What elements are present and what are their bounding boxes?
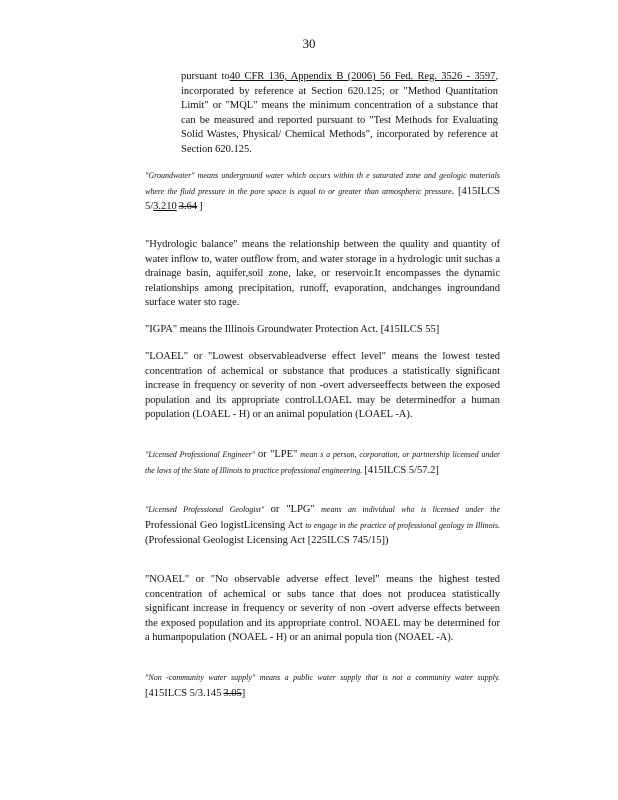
paragraph-igpa: "IGPA" means the Illinois Groundwater Protection Act. [415ILCS 55] — [145, 324, 440, 335]
lpe-abbrev: or "LPE" — [257, 449, 298, 460]
lpe-term: "Licensed Professional Engineer" — [145, 450, 256, 459]
non-community-bracket: ] — [241, 687, 246, 699]
paragraph-hydrologic-balance: "Hydrologic balance" means the relationship between the quality and quantity of water inflow to, water outflow from, and water storage in a hydrologic unit suchas a drainage basin, aquifer,soil zone, lake, or reservoir.It encompasses the dynamic relationships among precipitation, runoff, evaporation, andchanges ingroundand surface water sto rage. — [145, 239, 500, 309]
paragraph-loael: "LOAEL" or "Lowest observableadverse effect level" means the lowest tested concentration of achemical or substance that produces a statistically significant increase in frequency or severity of non -overt adverseeffects between the exposed population and its appropriate control.LOAEL may be determinedfor a human population (LOAEL - H) or an animal population (LOAEL -A). — [145, 351, 500, 421]
non-community-definition: "Non -community water supply" means a public water supply that is not a community water supply. — [145, 673, 500, 682]
lpe-citation: [415ILCS 5/57.2] — [364, 464, 439, 476]
groundwater-citation: . [415ILCS 5/ — [145, 185, 501, 212]
groundwater-bracket: ] — [199, 201, 203, 212]
non-community-old-section: 3.05 — [223, 687, 242, 699]
pursuant-text: pursuant to — [181, 71, 230, 82]
cfr-citation: 40 CFR 136, Appendix B (2006) 56 Fed. Reg. 3526 - 3597 — [229, 71, 496, 82]
paragraph-lpe — [145, 447, 500, 478]
lpg-abbrev: or "LPG" — [270, 504, 315, 515]
paragraph-non-community — [145, 670, 500, 701]
paragraph-lpg — [145, 502, 500, 549]
paragraph-pursuant — [181, 70, 498, 158]
pursuant-rest: , incorporated by reference at Section 620.125; or "Method Quantitation Limit" or "MQL" means the minimum concentration of a substance that can be measured and reported pursuant to "Test Methods for Evaluating Solid Wastes, Physical/ Chemical Methods", incorporated by reference at Section 620.125. — [181, 71, 499, 155]
non-community-citation: [415ILCS 5/3.145 — [145, 687, 222, 699]
lpg-definition: means an individual who is licensed under the — [321, 505, 501, 514]
paragraph-noael: "NOAEL" or "No observable adverse effect level" means the highest tested concentration of achemical or subs tance that does not producea statistically significant increase in frequency or severity of non -overt adverse effects between the exposed population and its appropriate control. NOAEL may be determined for a humanpopulation (NOAEL - H) or an animal popula tion (NOAEL -A). — [145, 574, 500, 644]
page-number: 30 — [302, 36, 316, 51]
lpg-definition-rest: to engage in the practice of professional geology in Illinois. — [305, 520, 501, 530]
groundwater-definition: "Groundwater" means underground water which occurs within th e saturated zone and geologic materials where the fluid pressure in the pore space is equal to or greater than atmospheric pressure — [145, 171, 500, 196]
lpe-definition: mean s a person, corporation, or partnership licensed under the laws of the State of Illinois to practice professional engineering. — [145, 450, 501, 475]
groundwater-new-section: 3.210 — [153, 201, 177, 212]
lpg-act-name: Professional Geo logistLicensing Act — [145, 519, 303, 531]
lpg-citation: (Professional Geologist Licensing Act [225ILCS 745/15]) — [145, 535, 389, 546]
paragraph-groundwater — [145, 168, 500, 215]
groundwater-old-section: 3.64 — [178, 201, 198, 212]
lpg-term: "Licensed Professional Geologist" — [145, 505, 265, 514]
